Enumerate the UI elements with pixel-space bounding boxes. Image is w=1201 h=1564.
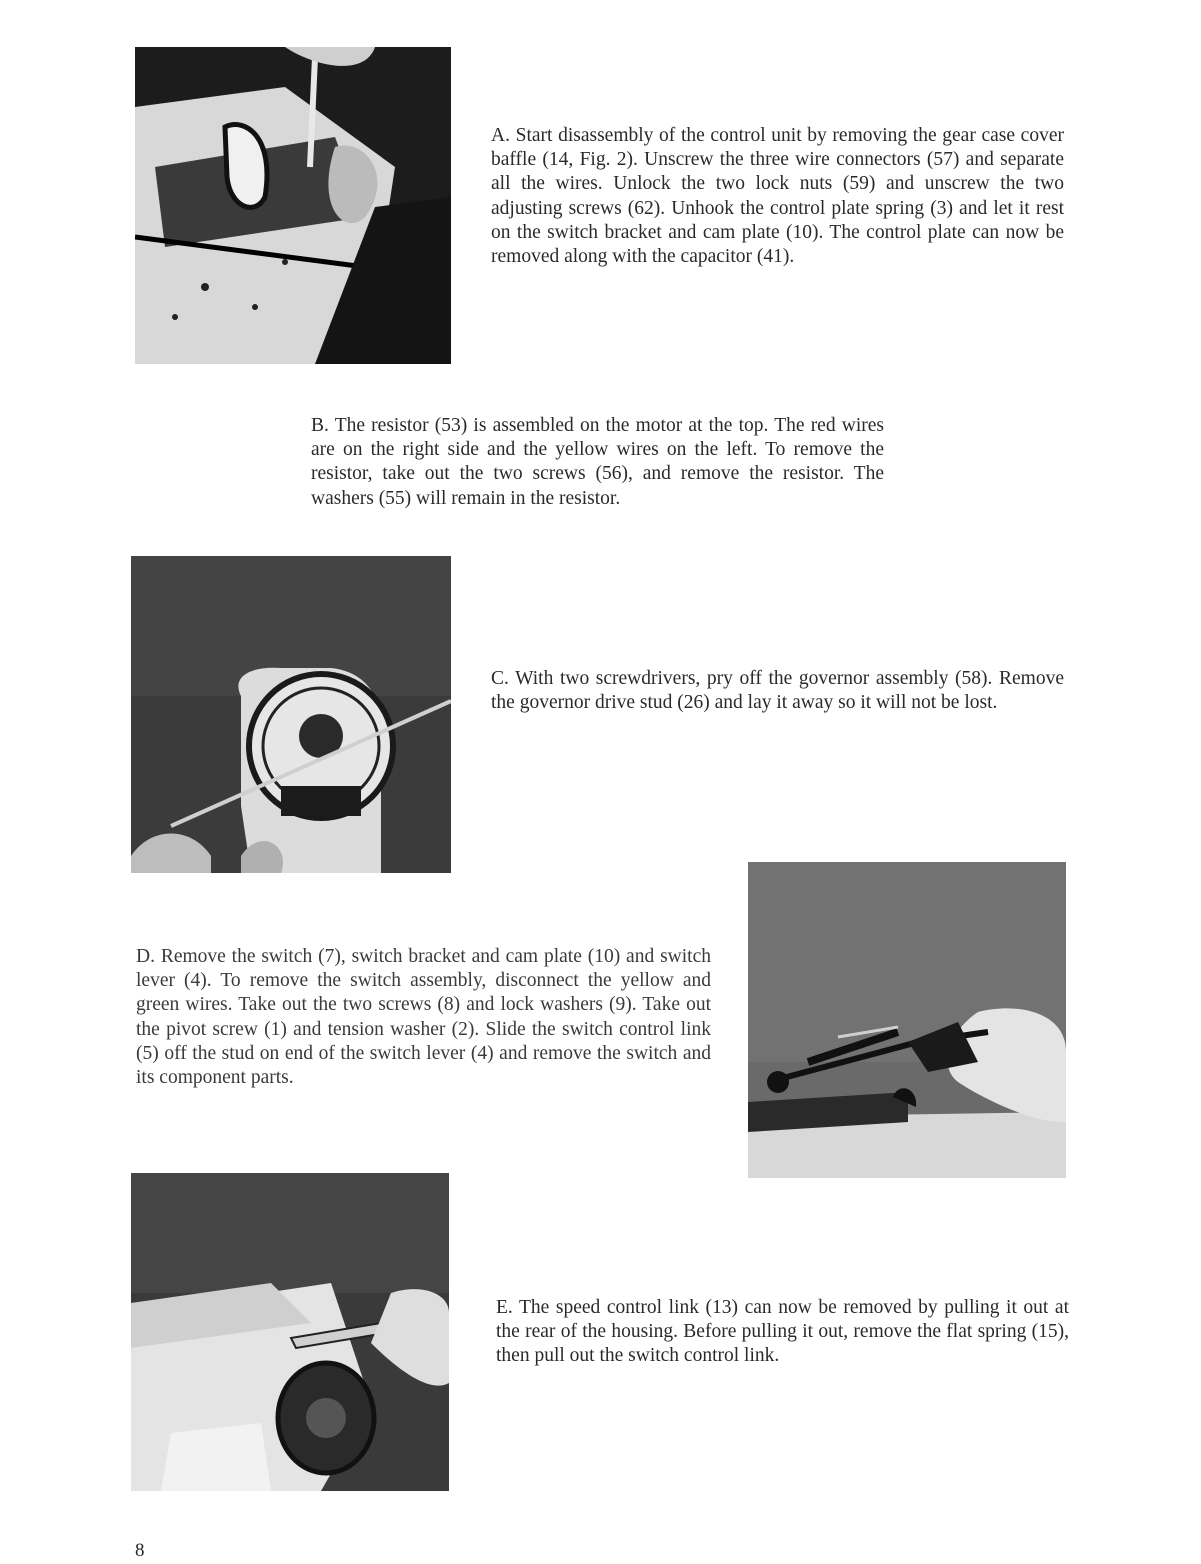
photo-step-c: [131, 556, 451, 873]
page-number: 8: [135, 1540, 145, 1561]
step-b-text: B. The resistor (53) is assembled on the motor at the top. The red wires are on the right side and the yellow wires on the left. To remove the resistor, take out the two screws (56), and remove the resistor. The washers (55) will remain in the resistor.: [311, 415, 884, 509]
photo-step-a: [135, 47, 451, 364]
photo-step-d: [748, 862, 1066, 1178]
step-a-text: A. Start disassembly of the control unit by removing the gear case cover baffle (14, Fig. 2). Unscrew the three wire connectors (57) and separate all the wires. Unlock the two lock nuts (59) and unscrew the two adjusting screws (62). Unhook the control plate spring (3) and let it rest on the switch bracket and cam plate (10). The control plate can now be removed along with the capacitor (41).: [491, 125, 1064, 268]
step-d-text: D. Remove the switch (7), switch bracket and cam plate (10) and switch lever (4). To remove the switch assembly, disconnect the yellow and green wires. Take out the two screws (8) and lock washers (9). Take out the pivot screw (1) and tension washer (2). Slide the switch control link (5) off the stud on end of the switch lever (4) and remove the switch and its component parts.: [136, 946, 711, 1089]
photo-step-e: [131, 1173, 449, 1491]
step-c-text: C. With two screwdrivers, pry off the governor assembly (58). Remove the governor drive stud (26) and lay it away so it will not be lost.: [491, 668, 1064, 714]
step-e-text: E. The speed control link (13) can now be removed by pulling it out at the rear of the housing. Before pulling it out, remove the flat spring (15), then pull out the switch control link.: [496, 1297, 1069, 1367]
